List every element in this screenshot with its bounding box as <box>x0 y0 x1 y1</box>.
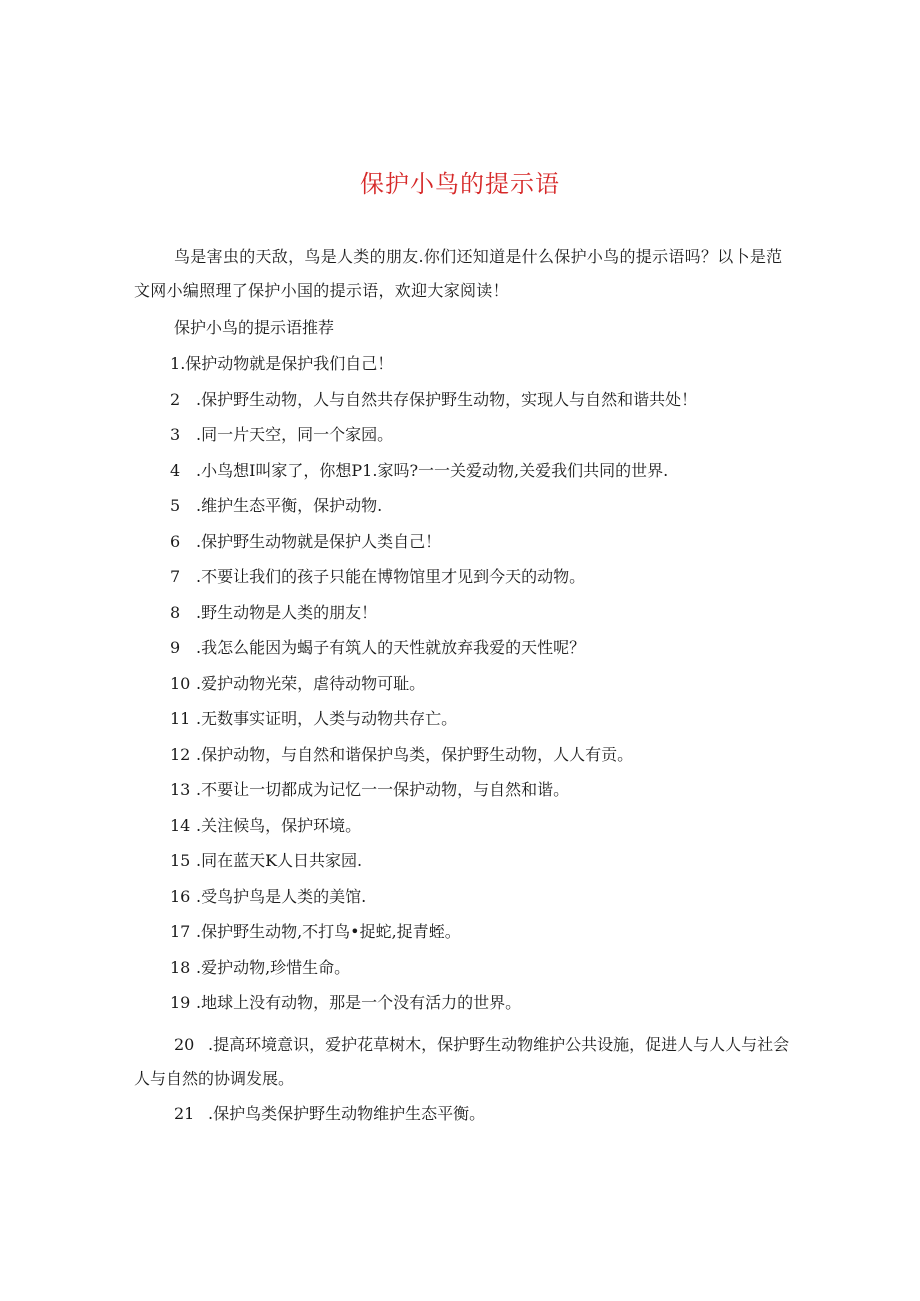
item-number: 16 <box>170 886 191 906</box>
item-text: .不要让一切都成为记忆一一保护动物，与自然和谐。 <box>196 780 570 799</box>
item-text: .同在蓝天K人日共家园. <box>196 851 363 870</box>
item-text: .维护生态平衡，保护动物. <box>196 496 383 515</box>
list-item <box>170 707 790 743</box>
intro-paragraph: 鸟是害虫的天敌，鸟是人类的朋友.你们还知道是什么保护小鸟的提示语吗？以卜是范文网小编照理了保护小国的提示语，欢迎大家阅读！ <box>134 247 783 300</box>
slogan-list <box>170 352 790 1027</box>
item-text: .我怎么能因为蝎子有筑人的天性就放弃我爱的天性呢？ <box>196 638 586 657</box>
list-item <box>170 601 790 637</box>
list-item <box>170 494 790 530</box>
list-item <box>170 885 790 921</box>
list-item <box>170 423 790 459</box>
item-number: 14 <box>170 815 191 835</box>
item-number: 20 <box>174 1035 195 1054</box>
item-text: .保护鸟类保护野生动物维护生态平衡。 <box>208 1104 486 1123</box>
item-number: 9 <box>170 638 181 657</box>
item-number: 6 <box>170 531 181 551</box>
item-text: .关注候鸟，保护环境。 <box>196 815 362 835</box>
list-item <box>170 991 790 1027</box>
item-text: .保护野生动物,不打鸟•捉蛇,捉青蛭。 <box>196 922 461 941</box>
page-title: 保护小鸟的提示语 <box>360 170 560 198</box>
list-item-20 <box>134 1028 794 1096</box>
item-number: 18 <box>170 957 191 977</box>
list-item <box>170 636 790 672</box>
item-number: 4 <box>170 460 181 480</box>
item-text: .地球上没有动物，那是一个没有活力的世界。 <box>196 993 522 1012</box>
list-item <box>170 530 790 566</box>
item-text: .受鸟护鸟是人类的美馆. <box>196 886 367 906</box>
list-item <box>170 849 790 885</box>
item-number: 2 <box>170 389 181 409</box>
list-item <box>170 956 790 992</box>
item-number: 11 <box>170 709 191 728</box>
list-item <box>170 459 790 495</box>
item-text: .野生动物是人类的朋友！ <box>196 602 378 622</box>
list-item <box>170 388 790 424</box>
list-item <box>170 920 790 956</box>
section-subheading: 保护小鸟的提示语推荐 <box>174 318 335 337</box>
item-text: .小鸟想I叫家了，你想P1.家吗?一一关爱动物,关爱我们共同的世界. <box>196 460 669 480</box>
item-text: .爱护动物,珍惜生命。 <box>196 957 351 977</box>
item-number: 10 <box>170 673 191 693</box>
list-item <box>170 743 790 779</box>
item-number: 17 <box>170 922 191 941</box>
item-text: .保护动物就是保护我们自己！ <box>180 354 394 373</box>
list-item <box>170 778 790 814</box>
list-item-21 <box>174 1102 485 1126</box>
item-text: .保护野生动物，人与自然共存保护野生动物，实现人与自然和谐共处！ <box>196 389 698 409</box>
item-number: 7 <box>170 567 181 586</box>
item-number: 5 <box>170 496 181 515</box>
item-number: 8 <box>170 602 181 622</box>
item-text: .不要让我们的孩子只能在博物馆里才见到今天的动物。 <box>196 567 586 586</box>
item-number: 21 <box>174 1104 195 1123</box>
item-text: .同一片天空，同一个家园。 <box>196 425 394 444</box>
item-number: 1 <box>170 354 181 373</box>
item-number: 13 <box>170 780 191 799</box>
item-number: 19 <box>170 993 191 1012</box>
item-text: .保护野生动物就是保护人类自己！ <box>196 531 442 551</box>
item-text: .提高环境意识，爱护花草树木，保护野生动物维护公共设施，促进人与人人与社会人与自然的协调发展。 <box>134 1035 790 1088</box>
item-number: 12 <box>170 744 191 764</box>
item-number: 3 <box>170 425 181 444</box>
list-item <box>170 565 790 601</box>
list-item <box>170 352 790 388</box>
list-item <box>170 672 790 708</box>
item-text: .爱护动物光荣，虐待动物可耻。 <box>196 673 426 693</box>
item-text: .保护动物，与自然和谐保护鸟类，保护野生动物，人人有贡。 <box>196 744 634 764</box>
item-number: 15 <box>170 851 191 870</box>
item-text: .无数事实证明，人类与动物共存亡。 <box>196 709 458 728</box>
list-item <box>170 814 790 850</box>
